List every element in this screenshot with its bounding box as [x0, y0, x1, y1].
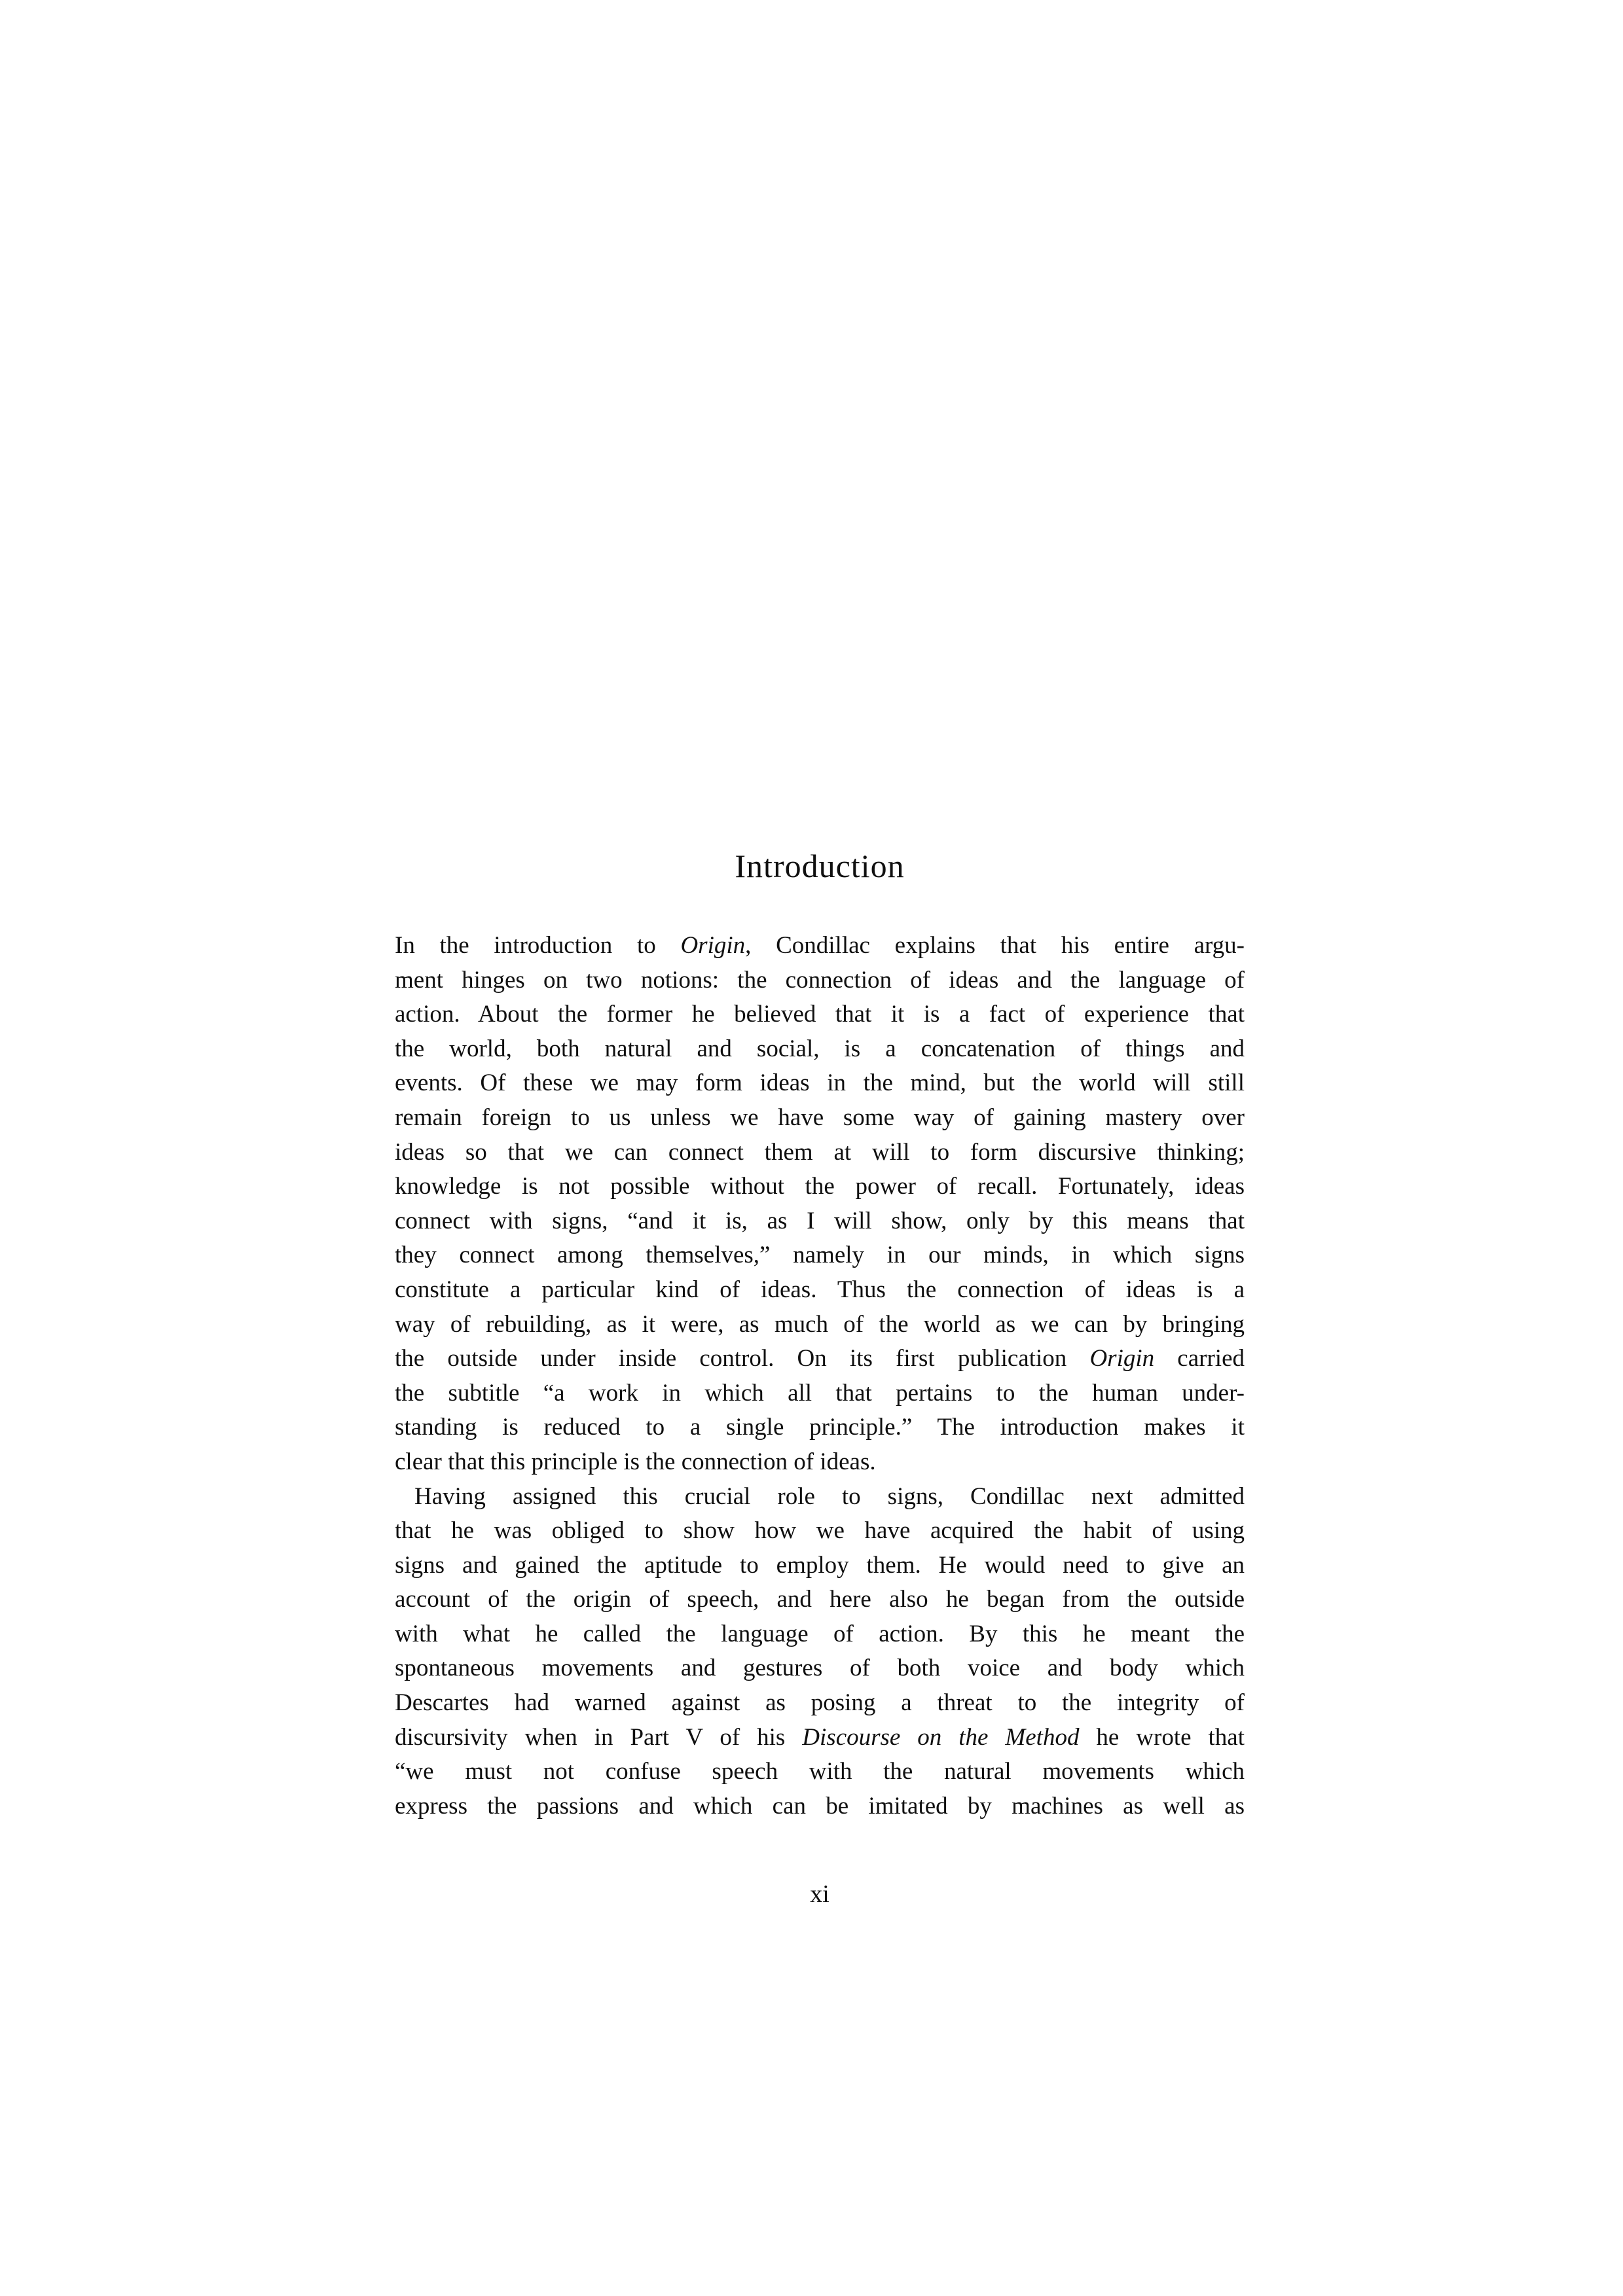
text-line [395, 1342, 1245, 1376]
chapter-title: Introduction [735, 848, 905, 884]
text-line: the subtitle “a work in which all that pertains to the human under- [395, 1379, 1245, 1407]
text-line: “we must not confuse speech with the natural movements which [395, 1758, 1245, 1785]
text-line [395, 929, 1245, 963]
text-line: clear that this principle is the connection of ideas. [395, 1448, 876, 1475]
text-line: express the passions and which can be imitated by machines as well as [395, 1792, 1245, 1820]
text-line [395, 1721, 1245, 1755]
page-number: xi [810, 1880, 830, 1908]
text-segment: discursivity when in Part V of his [395, 1723, 803, 1751]
text-line: Having assigned this crucial role to signs, Condillac next admitted [414, 1482, 1245, 1510]
text-line: signs and gained the aptitude to employ them. He would need to give an [395, 1551, 1245, 1579]
text-line: constitute a particular kind of ideas. Thus the connection of ideas is a [395, 1276, 1245, 1303]
text-line: Descartes had warned against as posing a threat to the integrity of [395, 1689, 1245, 1717]
text-segment: , Condillac explains that his entire argu- [745, 932, 1245, 959]
italic-text: Origin [680, 932, 746, 959]
text-line: spontaneous movements and gestures of both voice and body which [395, 1655, 1245, 1682]
text-line: way of rebuilding, as it were, as much of the world as we can by bringing [395, 1310, 1245, 1338]
text-line: they connect among themselves,” namely in our minds, in which signs [395, 1242, 1245, 1269]
body-text [395, 929, 1245, 1823]
italic-text: Origin [1089, 1345, 1155, 1372]
text-line: ideas so that we can connect them at will to form discursive thinking; [395, 1138, 1245, 1166]
text-line: the world, both natural and social, is a concatenation of things and [395, 1035, 1245, 1062]
text-line: knowledge is not possible without the power of recall. Fortunately, ideas [395, 1173, 1245, 1200]
text-segment: he wrote that [1079, 1723, 1245, 1751]
text-segment: the outside under inside control. On its first publication [395, 1345, 1090, 1372]
italic-text: Discourse on the Method [802, 1723, 1080, 1751]
text-line: remain foreign to us unless we have some way of gaining mastery over [395, 1103, 1245, 1131]
text-line: events. Of these we may form ideas in the mind, but the world will still [395, 1069, 1245, 1097]
text-line: ment hinges on two notions: the connection of ideas and the language of [395, 966, 1245, 994]
text-line: standing is reduced to a single principle.” The introduction makes it [395, 1414, 1245, 1441]
text-line: connect with signs, “and it is, as I will show, only by this means that [395, 1207, 1245, 1234]
text-line: with what he called the language of action. By this he meant the [395, 1620, 1245, 1647]
text-line: account of the origin of speech, and here also he began from the outside [395, 1586, 1245, 1613]
text-segment: In the introduction to [395, 932, 681, 959]
text-line: action. About the former he believed that it is a fact of experience that [395, 1001, 1245, 1028]
text-segment: carried [1154, 1345, 1245, 1372]
text-line: that he was obliged to show how we have acquired the habit of using [395, 1517, 1245, 1545]
